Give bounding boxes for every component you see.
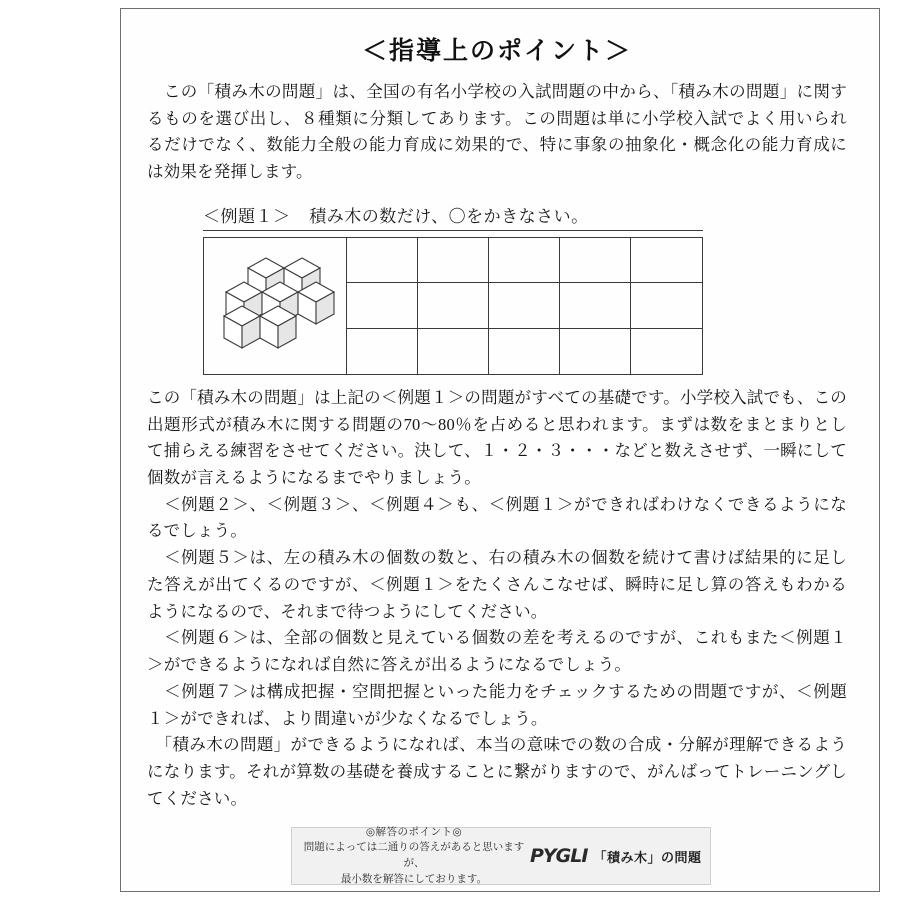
example-heading xyxy=(203,202,703,231)
page-title: ＜指導上のポイント＞ xyxy=(361,38,632,65)
grid-cell[interactable] xyxy=(418,329,489,374)
grid-cell[interactable] xyxy=(560,329,631,374)
answer-point-note xyxy=(292,825,530,888)
stacked-cubes-icon xyxy=(210,246,342,366)
body-paragraph-5: ＜例題７＞は構成把握・空間把握といった能力をチェックするための問題ですが、＜例題１＞ができれば、より間違いが少なくなるでしょう。 xyxy=(147,681,847,728)
blocks-illustration xyxy=(204,238,347,374)
body-paragraph-4: ＜例題６＞は、全部の個数と見えている個数の差を考えるのですが、これもまた＜例題１＞ができるようになれば自然に答えが出るようになるでしょう。 xyxy=(147,628,847,675)
answer-point-line1: 問題によっては二通りの答えがあると思いますが、 xyxy=(303,842,525,869)
body-paragraph-2: ＜例題２＞、＜例題３＞、＜例題４＞も、＜例題１＞ができればわけなくできるようになるでしょう。 xyxy=(147,494,847,541)
example-instruction: 積み木の数だけ、〇をかきなさい。 xyxy=(309,206,589,226)
brand-area xyxy=(530,845,710,867)
body-paragraph-3: ＜例題５＞は、左の積み木の個数の数と、右の積み木の個数を続けて書けば結果的に足した答えが出てくるのですが、＜例題１＞をたくさんこなせば、瞬時に足し算の答えもわかるようになるので、それまで待つようにしてください。 xyxy=(147,548,847,621)
grid-cell[interactable] xyxy=(489,329,560,374)
grid-cell[interactable] xyxy=(631,329,702,374)
brand-logo: PYGLI xyxy=(530,845,588,867)
footer-note xyxy=(291,827,711,885)
grid-cell[interactable] xyxy=(347,238,418,283)
answer-point-title: ◎解答のポイント◎ xyxy=(365,826,463,838)
content-column xyxy=(147,17,847,812)
grid-cell[interactable] xyxy=(418,238,489,283)
grid-cell[interactable] xyxy=(560,283,631,328)
body-paragraph-1: この「積み木の問題」は上記の＜例題１＞の問題がすべての基礎です。小学校入試でも、この出題形式が積み木に関する問題の70〜80％を占めると思われます。まずは数をまとまりとして捕らえる練習をさせてください。決して、１・２・３・・・などと数えさせず、一瞬にして個数が言えるようになるまでやりましょう。 xyxy=(147,387,847,488)
worksheet-sheet xyxy=(120,8,880,892)
answer-grid[interactable] xyxy=(347,238,702,374)
answer-point-line2: 最小数を解答にしております。 xyxy=(340,873,488,885)
grid-cell[interactable] xyxy=(631,283,702,328)
body-paragraph-6: 「積み木の問題」ができるようになれば、本当の意味での数の合成・分解が理解できるようになります。それが算数の基礎を養成することに繋がりますので、がんばってトレーニングしてください。 xyxy=(147,735,847,808)
grid-cell[interactable] xyxy=(560,238,631,283)
intro-paragraph: この「積み木の問題」は、全国の有名小学校の入試問題の中から、「積み木の問題」に関するものを選び出し、８種類に分類してあります。この問題は単に小学校入試でよく用いられるだけでなく、数能力全般の能力育成に効果的で、特に事象の抽象化・概念化の能力育成には効果を発揮します。 xyxy=(147,82,847,182)
grid-cell[interactable] xyxy=(631,238,702,283)
grid-cell[interactable] xyxy=(489,238,560,283)
grid-cell[interactable] xyxy=(489,283,560,328)
example-label: ＜例題１＞ xyxy=(203,206,291,226)
example-figure xyxy=(203,237,703,375)
brand-subtitle: 「積み木」の問題 xyxy=(593,849,702,865)
grid-cell[interactable] xyxy=(347,329,418,374)
grid-cell[interactable] xyxy=(418,283,489,328)
grid-cell[interactable] xyxy=(347,283,418,328)
